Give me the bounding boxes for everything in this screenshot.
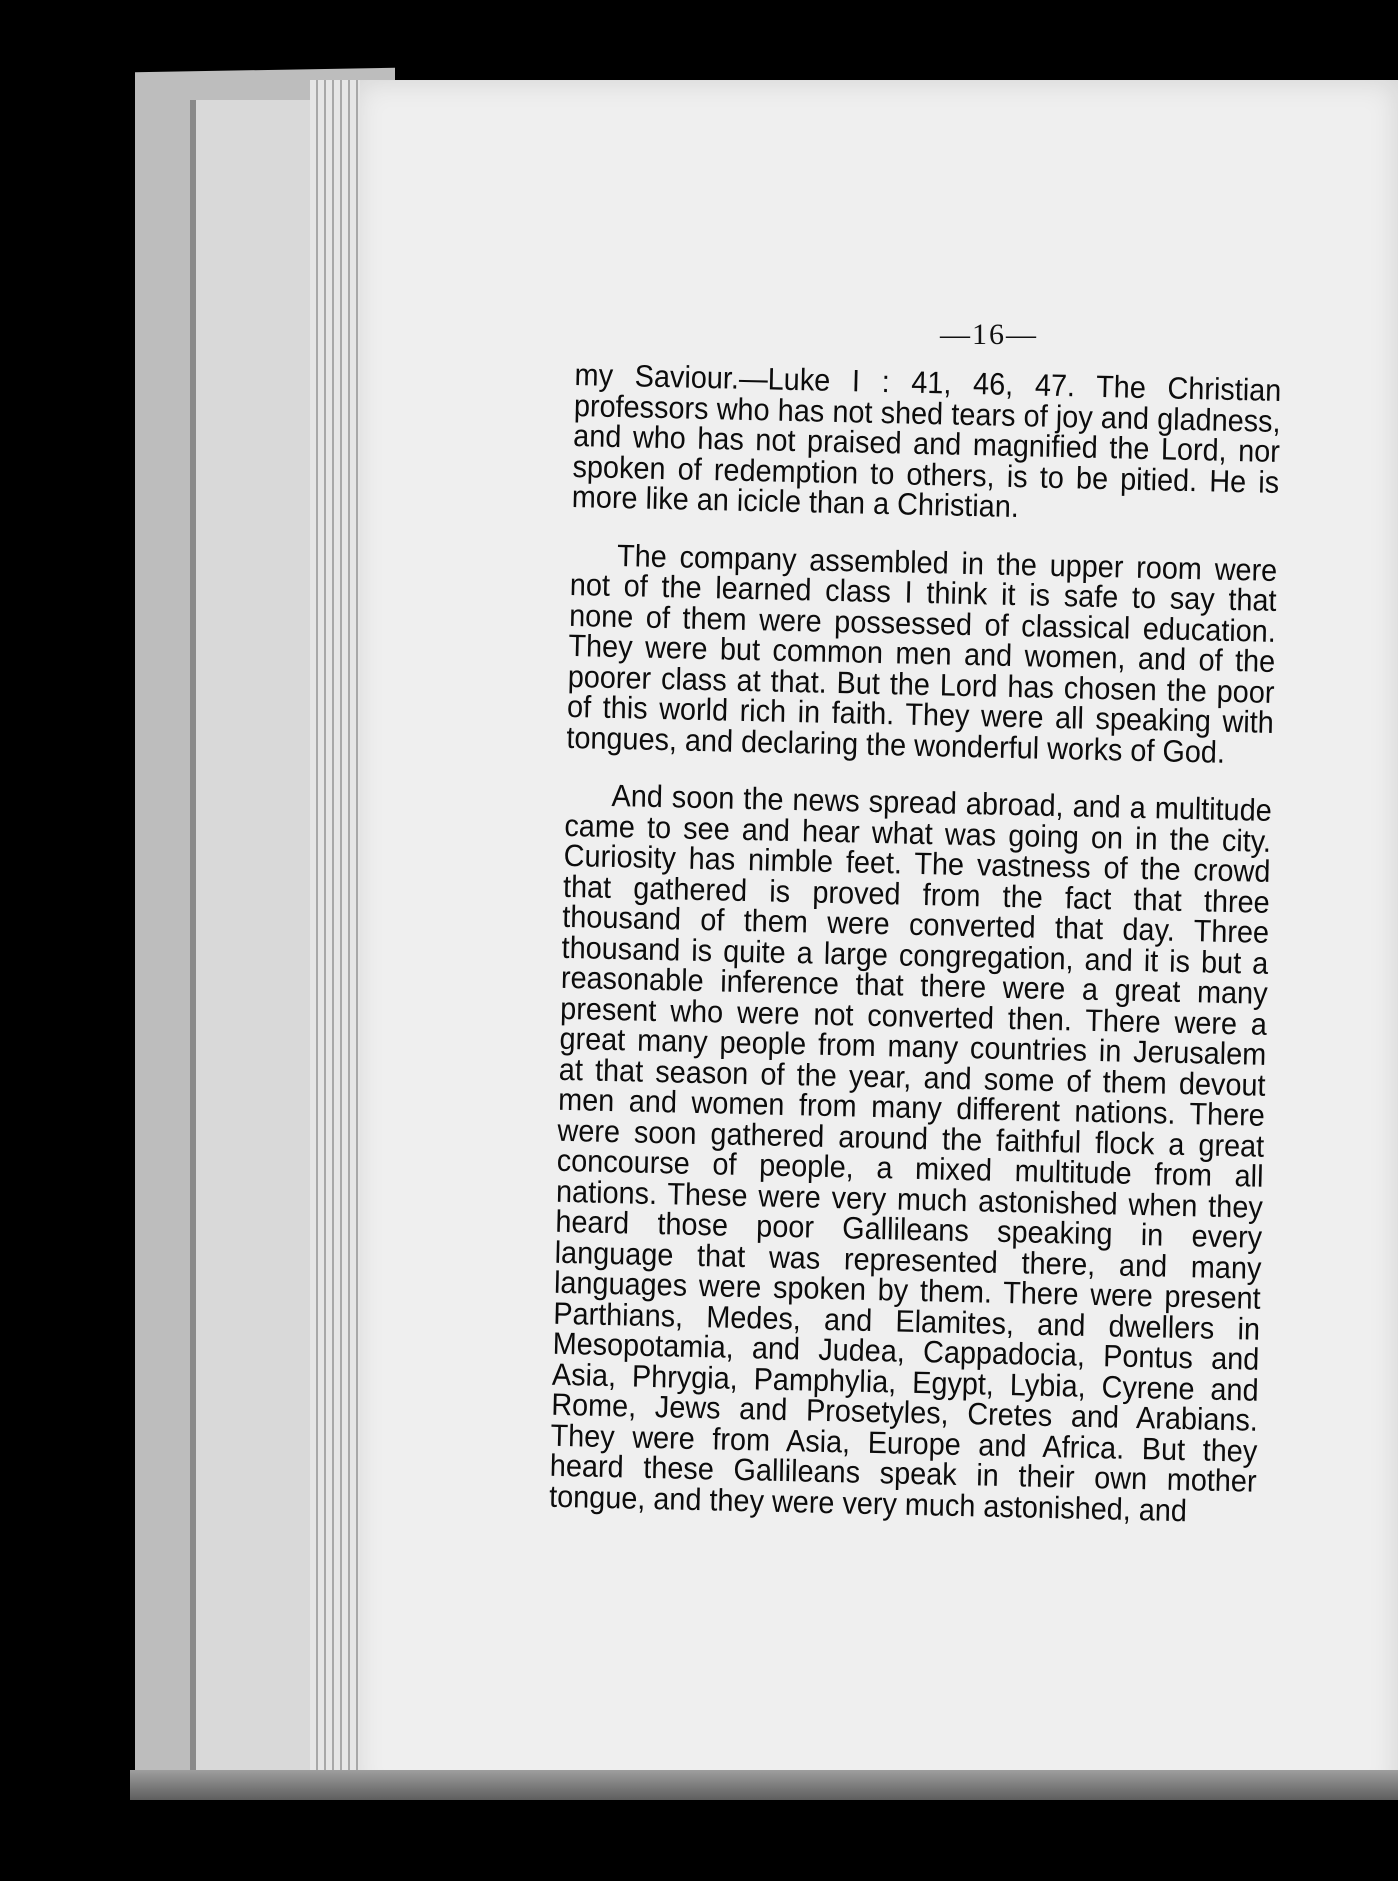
paragraph-3: And soon the news spread abroad, and a multitude came to see and hear what was going on in the city. Curiosity has nimble feet. The vastness of the crowd that gathered is proved from the fact that three thousand of them were converted that day. Three thousand is quite a large congregation, and it is but a reasonable inference that there were a great many present who were not converted then. There were a great many people from many countries in Jerusalem at that season of the year, and some of them devout men and women from many different nations. There were soon gathered around the faithful flock a great concourse of people, a mixed multitude from all nations. These were very much astonished when they heard those poor Gallileans speaking in every language that was represented there, and many languages were spoken by them. There were present Parthians, Medes, and Elamites, and dwellers in Mesopotamia, and Judea, Cappadocia, Pontus and Asia, Phrygia, Pamphylia, Egypt, Lybia, Cyrene and Rome, Jews and Prosetyles, Cretes and Arabians. They were from Asia, Europe and Africa. But they heard these Gallileans speak in their own mother tongue, and they were very much astonished, and xyxy=(548,777,1273,1528)
page-gutter xyxy=(310,80,360,1800)
page-number: —16— xyxy=(940,318,1038,351)
page-bottom-edge xyxy=(130,1770,1398,1800)
paragraph-1: my Saviour.—Luke I : 41, 46, 47. The Christian professors who has not shed tears of joy and gladness, and who has not praised and magnified the Lord, nor spoken of redemption to others, is to be pitied. He is more like an icicle than a Christian. xyxy=(571,357,1282,525)
paragraph-2: The company assembled in the upper room were not of the learned class I think it is safe to say that none of them were possessed of classical education. They were but common men and women, and of the poorer class at that. But the Lord has chosen the poor of this world rich in faith. They were all speaking with tongues, and declaring the wonderful works of God. xyxy=(566,537,1278,770)
body-text xyxy=(548,357,1282,1555)
